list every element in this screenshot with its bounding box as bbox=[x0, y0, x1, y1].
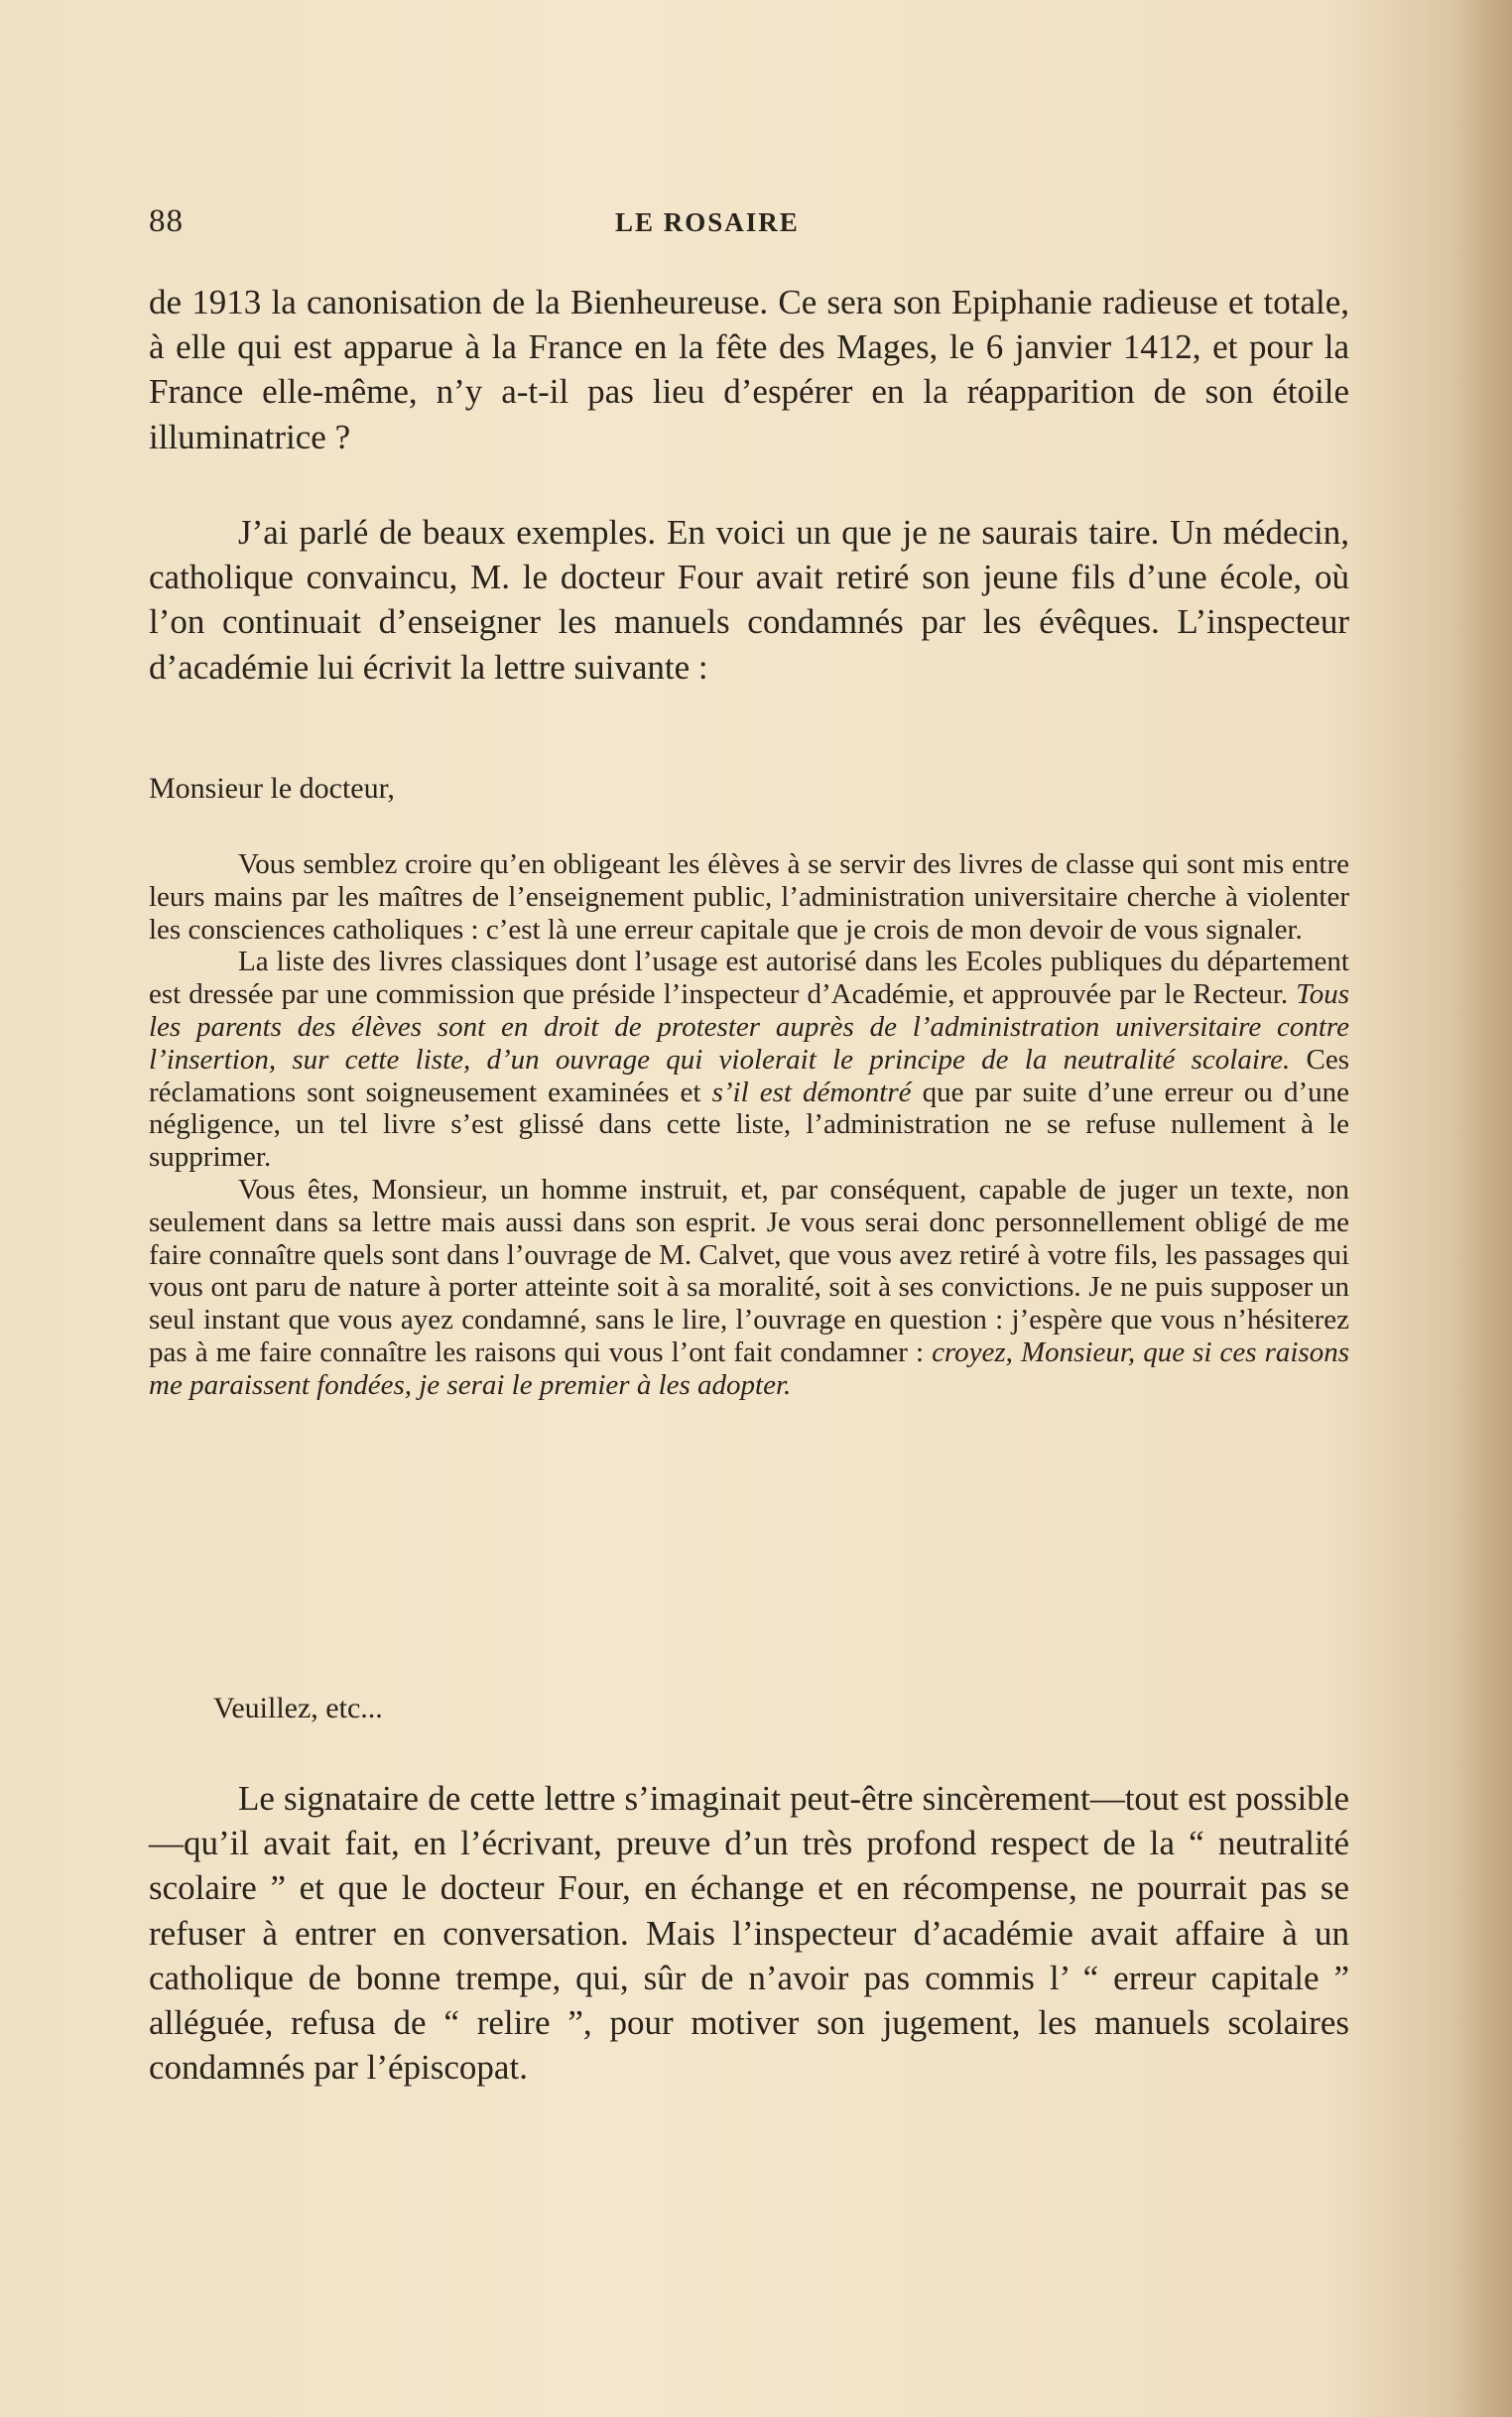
letter-paragraph-2 bbox=[149, 946, 1349, 1174]
second-paragraph-block bbox=[149, 510, 1349, 690]
letter-paragraph-1: Vous semblez croire qu’en obligeant les élèves à se servir des livres de classe qui sont mis entre leurs mains par les maîtres de l’enseignement public, l’administration universitaire cherche à violenter les consciences catholiques : c’est là une erreur capitale que je crois de mon devoir de vous signaler. bbox=[149, 848, 1349, 946]
paragraph-2: J’ai parlé de beaux exemples. En voici un que je ne saurais taire. Un médecin, catholique convaincu, M. le docteur Four avait retiré son jeune fils d’une école, où l’on continuait d’enseigner les manuels condamnés par les évêques. L’inspecteur d’académie lui écrivit la lettre suivante : bbox=[149, 513, 1349, 687]
paragraph-3: Le signataire de cette lettre s’imaginait peut-être sincèrement—tout est possible—qu’il avait fait, en l’écrivant, preuve d’un très profond respect de la “ neutralité scolaire ” et que le docteur Four, en échange et en récompense, ne pourrait pas se refuser à entrer en conversation. Mais l’inspecteur d’académie avait affaire à un catholique de bonne trempe, qui, sûr de n’avoir pas commis l’ “ erreur capitale ” alléguée, refusa de “ relire ”, pour motiver son jugement, les manuels scolaires condamnés par l’épiscopat. bbox=[149, 1779, 1349, 2088]
paragraph-1: de 1913 la canonisation de la Bienheureuse. Ce sera son Epiphanie radieuse et totale, à elle qui est apparue à la France en la fête des Mages, le 6 janvier 1412, et pour la France elle-même, n’y a-t-il pas lieu d’espérer en la réapparition de son étoile illuminatrice ? bbox=[149, 283, 1349, 456]
letter-p2-start: La liste des livres classiques dont l’usage est autorisé dans les Ecoles publiques du département est dressée par une commission que préside l’inspecteur d’Académie, et approuvée par le Recteur. bbox=[149, 946, 1349, 1011]
letter-salutation: Monsieur le docteur, bbox=[149, 772, 395, 805]
quoted-letter bbox=[149, 848, 1349, 1402]
letter-closing: Veuillez, etc... bbox=[213, 1692, 383, 1724]
letter-p2-end: que par suite d’une erreur ou d’une négligence, un tel livre s’est glissé dans cette liste, l’administration ne se refuse nullement à le supprimer. bbox=[149, 1076, 1349, 1174]
closing-paragraph-block bbox=[149, 1776, 1349, 2090]
letter-paragraph-3 bbox=[149, 1174, 1349, 1402]
running-title: LE ROSAIRE bbox=[615, 207, 800, 237]
letter-p3-italic: croyez, Monsieur, que si ces raisons me paraissent fondées, je serai le premier à les adopter. bbox=[149, 1336, 1349, 1401]
letter-p2-italic-2: s’il est démontré bbox=[711, 1076, 912, 1108]
letter-p3-start: Vous êtes, Monsieur, un homme instruit, et, par conséquent, capable de juger un texte, non seulement dans sa lettre mais aussi dans son esprit. Je vous serai donc personnellement obligé de me faire connaître quels sont dans l’ouvrage de M. Calvet, que vous avez retiré à votre fils, les passages qui vous ont paru de nature à porter atteinte soit à sa moralité, soit à ses convictions. Je ne puis supposer un seul instant que vous ayez condamné, sans le lire, l’ouvrage en question : j’espère que vous n’hésiterez pas à me faire connaître les raisons qui vous l’ont fait condamner : bbox=[149, 1173, 1349, 1368]
opening-paragraph-block bbox=[149, 280, 1349, 459]
page-edge-shadow bbox=[1452, 0, 1512, 2417]
page-header bbox=[149, 203, 1379, 243]
letter-p2-middle: Ces réclamations sont soigneusement examinées et bbox=[149, 1043, 1349, 1108]
letter-p2-italic-1: Tous les parents des élèves sont en droit de protester auprès de l’administration universitaire contre l’insertion, sur cette liste, d’un ouvrage qui violerait le principe de la neutralité scolaire. bbox=[149, 978, 1350, 1076]
page-number: 88 bbox=[149, 203, 184, 239]
